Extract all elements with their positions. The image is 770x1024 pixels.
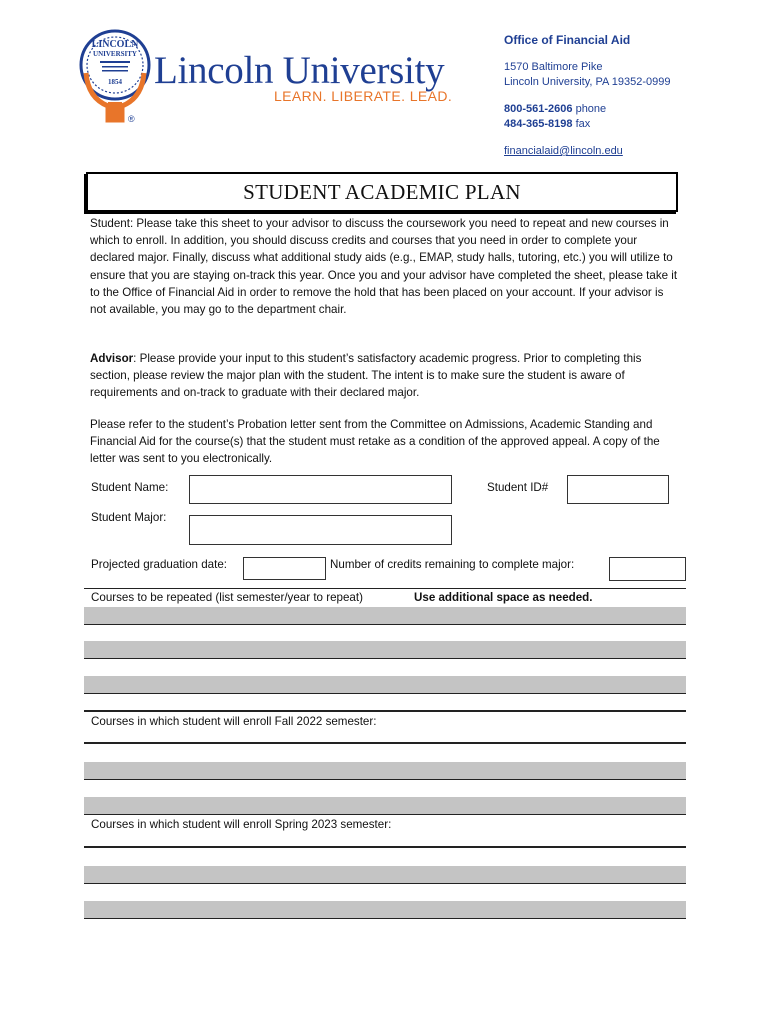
brand-tagline: LEARN. LIBERATE. LEAD. xyxy=(274,88,453,104)
row-divider xyxy=(84,846,686,848)
email-link[interactable]: financialaid@lincoln.edu xyxy=(504,145,623,157)
advisor-text: : Please provide your input to this student’s satisfactory academic progress. Prior to completing this section, please review the major plan with the student. The intent is to make sure the student is aware of requirements and on-track to graduate with their declared major. xyxy=(90,352,642,400)
fall-course-row[interactable] xyxy=(84,762,686,779)
phone-number: 800-561-2606 xyxy=(504,103,573,115)
address-line-2: Lincoln University, PA 19352-0999 xyxy=(504,76,671,88)
page-title: STUDENT ACADEMIC PLAN xyxy=(243,179,521,204)
repeat-course-row[interactable] xyxy=(84,607,686,624)
repeat-course-row[interactable] xyxy=(84,676,686,693)
row-divider xyxy=(84,624,686,625)
phone-label: phone xyxy=(572,103,607,115)
registered-mark: ® xyxy=(128,114,135,124)
student-name-field[interactable] xyxy=(189,475,452,504)
seal-sub-text: UNIVERSITY xyxy=(93,50,137,58)
spring-course-row[interactable] xyxy=(84,901,686,918)
row-divider xyxy=(84,658,686,659)
student-major-label: Student Major: xyxy=(91,511,167,524)
repeat-course-row[interactable] xyxy=(84,641,686,658)
row-divider xyxy=(84,814,686,815)
student-name-label: Student Name: xyxy=(91,481,169,494)
repeat-courses-label: Courses to be repeated (list semester/year to repeat) xyxy=(91,591,363,604)
section-divider xyxy=(84,588,686,589)
advisor-instructions xyxy=(90,350,680,402)
fax-label: fax xyxy=(572,118,591,130)
student-major-field[interactable] xyxy=(189,515,452,545)
fall-courses-label: Courses in which student will enroll Fall 2022 semester: xyxy=(91,715,377,728)
row-divider xyxy=(84,883,686,884)
refer-instructions: Please refer to the student’s Probation letter sent from the Committee on Admissions, Academic Standing and Financial Aid for the course(s) that the student must retake as a condition of the approved appeal. A copy of the letter was sent to you electronically. xyxy=(90,418,660,466)
university-seal-icon xyxy=(78,28,152,124)
grad-date-label: Projected graduation date: xyxy=(91,558,228,571)
contact-block xyxy=(504,33,744,159)
address-line-1: 1570 Baltimore Pike xyxy=(504,61,603,73)
row-divider xyxy=(84,693,686,694)
student-id-field[interactable] xyxy=(567,475,669,504)
fall-course-row[interactable] xyxy=(84,797,686,814)
fax-number: 484-365-8198 xyxy=(504,118,573,130)
spring-course-row[interactable] xyxy=(84,866,686,883)
spring-courses-label: Courses in which student will enroll Spring 2023 semester: xyxy=(91,818,392,831)
office-name: Office of Financial Aid xyxy=(504,33,631,47)
section-divider xyxy=(84,710,686,712)
title-box xyxy=(86,172,678,212)
university-logo xyxy=(78,28,458,128)
advisor-label: Advisor xyxy=(90,352,134,365)
fax-line xyxy=(504,117,744,132)
seal-year-text: 1854 xyxy=(108,78,122,86)
row-divider xyxy=(84,918,686,919)
row-divider xyxy=(84,742,686,744)
student-id-label: Student ID# xyxy=(487,481,549,494)
credits-field[interactable] xyxy=(609,557,686,581)
credits-label: Number of credits remaining to complete major: xyxy=(330,558,575,571)
student-instructions: Student: Please take this sheet to your advisor to discuss the coursework you need to repeat and new courses in which to enroll. In addition, you should discuss credits and courses that you need in order to complete your declared major. Finally, discuss what additional study aids (e.g., EMAP, study halls, tutoring, etc.) you will utilize to ensure that you are staying on-track this year. Once you and your advisor have completed the sheet, please take it to the Office of Financial Aid in order to remove the hold that has been placed on your account. If your advisor is not available, you may go to the department chair. xyxy=(90,217,678,317)
brand-name: Lincoln University xyxy=(154,49,445,92)
row-divider xyxy=(84,779,686,780)
additional-space-note: Use additional space as needed. xyxy=(414,591,593,604)
grad-date-field[interactable] xyxy=(243,557,326,580)
phone-line xyxy=(504,102,744,117)
seal-top-text: LINCOLN xyxy=(91,39,139,50)
